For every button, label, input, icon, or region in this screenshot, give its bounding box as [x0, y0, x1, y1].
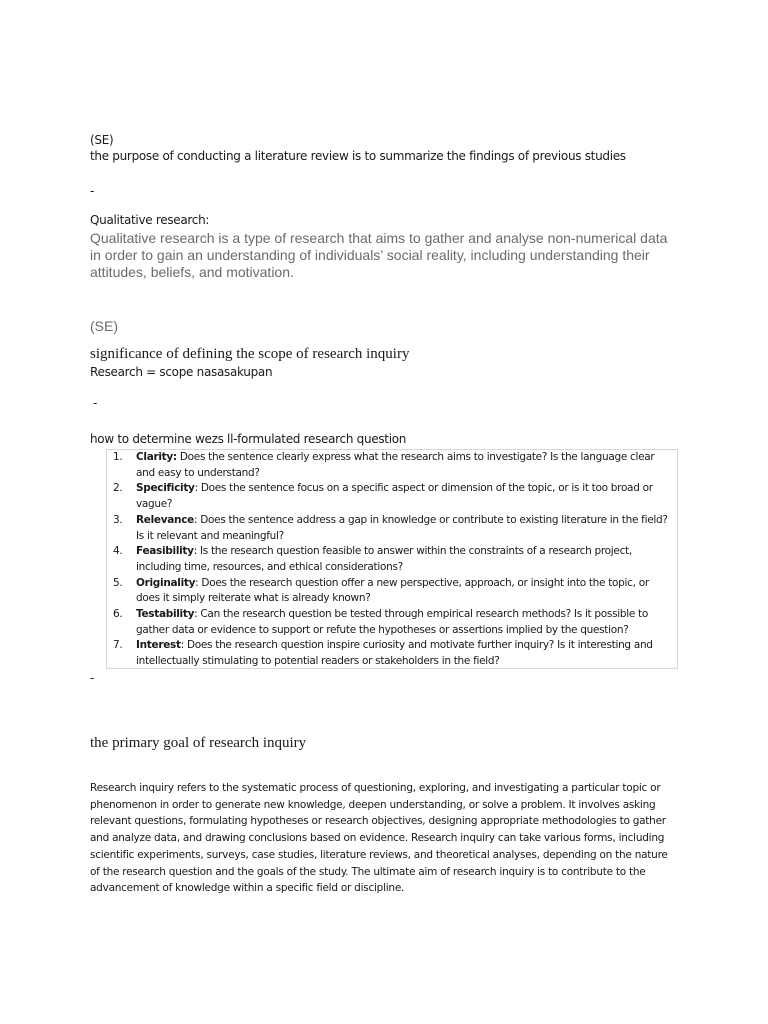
- se-label-2: (SE): [90, 318, 118, 334]
- dash-separator-3: -: [90, 671, 95, 685]
- criteria-item-text: : Is the research question feasible to answer within the constraints of a research project, including time, resources, and ethical considerations?: [136, 545, 632, 573]
- qualitative-body: Qualitative research is a type of research that aims to gather and analyse non-numerical data in order to gain an understanding of individuals’ social reality, including understanding their attitudes, beliefs, and motivation.: [90, 230, 668, 280]
- qualitative-heading: Qualitative research:: [90, 213, 210, 227]
- criteria-item-number: 7.: [113, 639, 123, 652]
- criteria-table: [106, 449, 678, 669]
- criteria-item-term: Interest: [136, 639, 181, 652]
- criteria-item-number: 6.: [113, 608, 123, 621]
- dash-separator-2: -: [93, 396, 98, 410]
- goal-body: Research inquiry refers to the systematic process of questioning, exploring, and investigating a particular topic or phenomenon in order to generate new knowledge, deepen understanding, or solve a problem. It involves asking relevant questions, formulating hypotheses or research objectives, designing appropriate methodologies to gather and analyze data, and drawing conclusions based on evidence. Research inquiry can take various forms, including scientific experiments, surveys, case studies, literature reviews, and theoretical analyses, depending on the nature of the research question and the goals of the study. The ultimate aim of research inquiry is to contribute to the advancement of knowledge within a specific field or discipline.: [90, 782, 668, 895]
- criteria-item-number: 1.: [113, 451, 123, 463]
- criteria-item-term: Originality: [136, 576, 196, 589]
- criteria-item: [107, 638, 677, 669]
- criteria-item: [107, 481, 677, 512]
- criteria-item-text: : Does the sentence address a gap in knowledge or contribute to existing literature in the field? Is it relevant and meaningful?: [136, 513, 668, 542]
- criteria-item-term: Testability: [136, 608, 195, 621]
- criteria-item-text: : Does the research question inspire curiosity and motivate further inquiry? Is it interesting and intellectually stimulating to potential readers or stakeholders in the field?: [136, 639, 653, 668]
- criteria-item-number: 3.: [113, 513, 123, 526]
- criteria-item-term: Feasibility: [136, 545, 194, 558]
- se-label-1: (SE): [90, 133, 114, 147]
- dash-separator-1: -: [90, 184, 95, 198]
- scope-line: Research = scope nasasakupan: [90, 365, 273, 379]
- criteria-item-term: Clarity:: [136, 451, 177, 463]
- criteria-item-text: : Does the research question offer a new perspective, approach, or insight into the topic, or does it simply reiterate what is already known?: [136, 576, 649, 605]
- criteria-item-number: 5.: [113, 576, 123, 589]
- purpose-line: the purpose of conducting a literature review is to summarize the findings of previous studies: [90, 149, 626, 163]
- criteria-item-term: Specificity: [136, 482, 195, 495]
- criteria-item: [107, 576, 677, 607]
- criteria-item: [107, 544, 677, 575]
- criteria-list: [107, 450, 677, 670]
- criteria-item-number: 2.: [113, 482, 123, 495]
- criteria-item: [107, 513, 677, 544]
- criteria-item: [107, 450, 677, 481]
- criteria-item-text: : Does the sentence focus on a specific aspect or dimension of the topic, or is it too broad or vague?: [136, 482, 653, 511]
- criteria-item: [107, 607, 677, 638]
- criteria-item-number: 4.: [113, 545, 123, 558]
- criteria-item-text: : Can the research question be tested through empirical research methods? Is it possible to gather data or evidence to support or refute the hypotheses or assertions implied by the question?: [136, 608, 648, 636]
- criteria-item-text: Does the sentence clearly express what the research aims to investigate? Is the language clear and easy to understand?: [136, 451, 655, 479]
- scope-heading: significance of defining the scope of research inquiry: [90, 346, 410, 362]
- question-heading: how to determine wezs ll-formulated research question: [90, 432, 407, 446]
- goal-heading: the primary goal of research inquiry: [90, 735, 307, 751]
- criteria-item-term: Relevance: [136, 513, 194, 526]
